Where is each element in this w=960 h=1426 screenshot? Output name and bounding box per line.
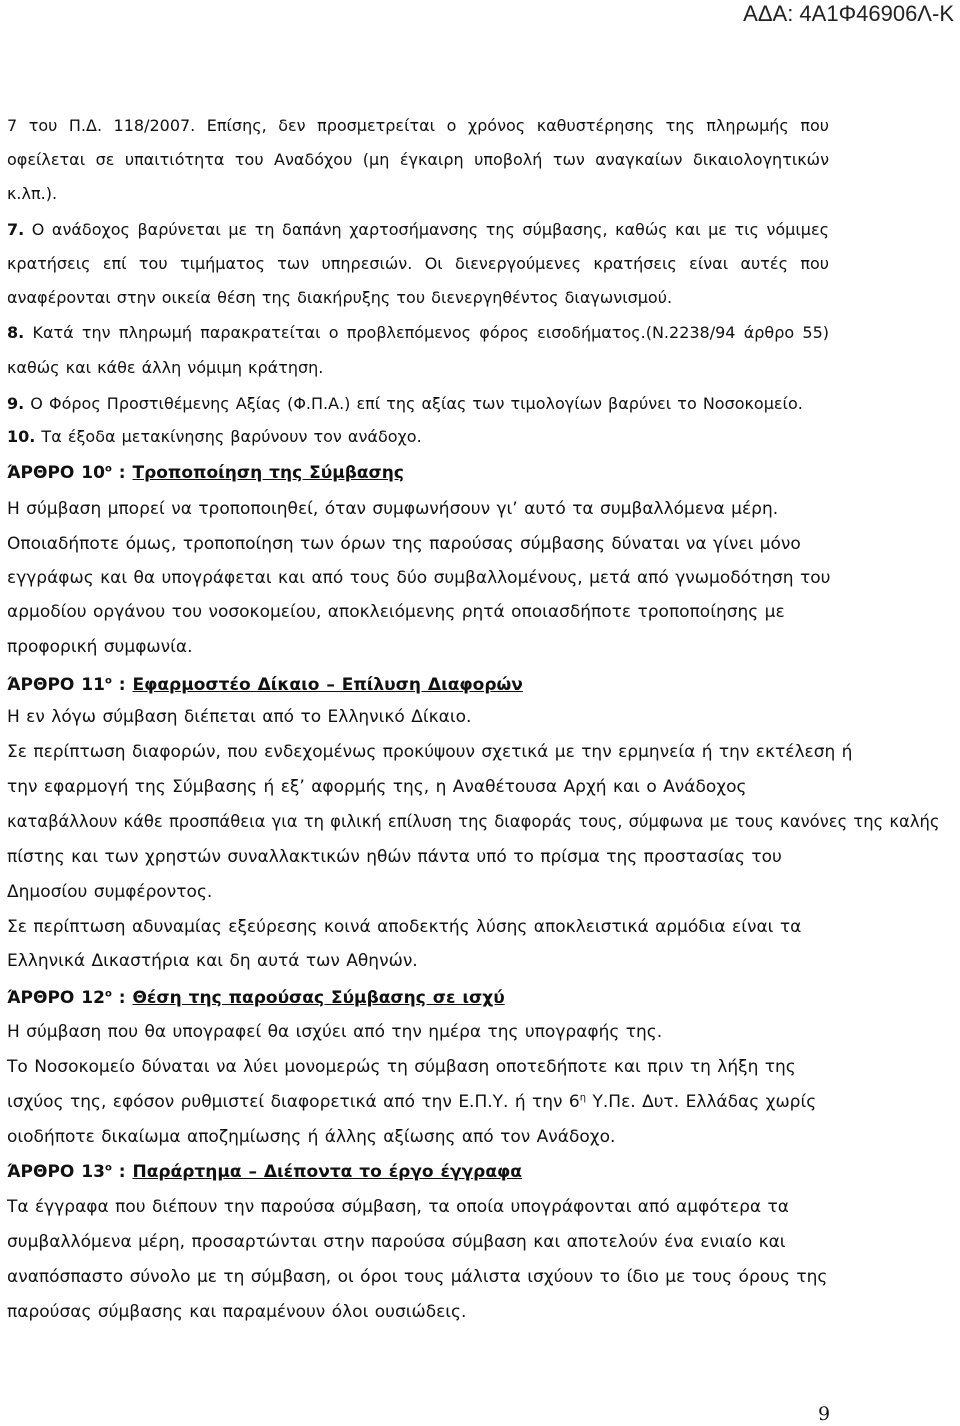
body-line: Δημοσίου συμφέροντος.	[7, 882, 213, 902]
page-number: 9	[818, 1403, 831, 1425]
body-line: Σε περίπτωση διαφορών, που ενδεχομένως προκύψουν σχετικά με την ερμηνεία ή την εκτέλεση ή	[7, 742, 853, 762]
clause-9: 9. Ο Φόρος Προστιθέμενης Αξίας (Φ.Π.Α.) επί της αξίας των τιμολογίων βαρύνει το Νοσοκομείο.	[7, 394, 803, 413]
body-line: αρμοδίου οργάνου του νοσοκομείου, αποκλειόμενης ρητά οποιασδήποτε τροποποίησης με	[7, 602, 785, 622]
body-line: Η εν λόγω σύμβαση διέπεται από το Ελληνικό Δίκαιο.	[7, 707, 472, 727]
clause-number: 8.	[7, 323, 25, 342]
body-line: πίστης και των χρηστών συναλλακτικών ηθών πάντα υπό το πρίσμα της προστασίας του	[7, 847, 782, 867]
body-line: Το Νοσοκομείο δύναται να λύει μονομερώς τη σύμβαση οποτεδήποτε και πριν τη λήξη της	[7, 1057, 796, 1077]
clause-8-line-1: 8. Κατά την πληρωμή παρακρατείται ο προβλεπόμενος φόρος εισοδήματος.(Ν.2238/94 άρθρο 55)	[7, 323, 829, 342]
clause-number: 9.	[7, 394, 25, 413]
body-line: παρούσας σύμβασης και παραμένουν όλοι ουσιώδεις.	[7, 1302, 467, 1322]
article-title: Παράρτημα – Διέποντα το έργο έγγραφα	[132, 1162, 522, 1182]
body-line: προφορική συμφωνία.	[7, 637, 193, 657]
body-line: καταβάλλουν κάθε προσπάθεια για τη φιλική επίλυση της διαφοράς τους, σύμφωνα με τους κανόνες της καλής	[7, 812, 940, 832]
body-line: οφείλεται σε υπαιτιότητα του Αναδόχου (μη έγκαιρη υποβολή των αναγκαίων δικαιολογητικών	[7, 150, 829, 169]
body-line: Τα έγγραφα που διέπουν την παρούσα σύμβαση, τα οποία υπογράφονται από αμφότερα τα	[7, 1197, 789, 1217]
body-line: κ.λπ.).	[7, 184, 58, 203]
body-line: κρατήσεις επί του τιμήματος των υπηρεσιών. Οι διενεργούμενες κρατήσεις είναι αυτές που	[7, 254, 829, 273]
clause-number: 10.	[7, 427, 36, 446]
body-line: την εφαρμογή της Σύμβασης ή εξ’ αφορμής της, η Αναθέτουσα Αρχή και ο Ανάδοχος	[7, 777, 747, 797]
article-10-heading: ΆΡΘΡΟ $10^o$ : Τροποποίηση της Σύμβασης	[7, 463, 404, 483]
clause-7-line-1: 7. Ο ανάδοχος βαρύνεται με τη δαπάνη χαρτοσήμανσης της σύμβασης, καθώς και με τις νόμιμες	[7, 220, 829, 239]
body-line: εγγράφως και θα υπογράφεται και από τους δύο συμβαλλομένους, μετά από γνωμοδότηση του	[7, 568, 831, 588]
body-line: Οποιαδήποτε όμως, τροποποίηση των όρων της παρούσας σύμβασης δύναται να γίνει μόνο	[7, 534, 801, 554]
body-line: οιοδήποτε δικαίωμα αποζημίωσης ή άλλης αξίωσης από τον Ανάδοχο.	[7, 1127, 616, 1147]
body-line: Σε περίπτωση αδυναμίας εξεύρεσης κοινά αποδεκτής λύσης αποκλειστικά αρμόδια είναι τα	[7, 917, 802, 937]
body-line: αναφέρονται στην οικεία θέση της διακήρυξης του διενεργηθέντος διαγωνισμού.	[7, 288, 673, 307]
article-13-heading: ΆΡΘΡΟ $13^o$ : Παράρτημα – Διέποντα το έργο έγγραφα	[7, 1162, 522, 1182]
body-line: συμβαλλόμενα μέρη, προσαρτώνται στην παρούσα σύμβαση και αποτελούν ένα ενιαίο και	[7, 1232, 786, 1252]
article-11-heading: ΆΡΘΡΟ $11^o$ : Εφαρμοστέο Δίκαιο – Επίλυση Διαφορών	[7, 675, 523, 695]
body-line: Η σύμβαση που θα υπογραφεί θα ισχύει από την ημέρα της υπογραφής της.	[7, 1022, 663, 1042]
article-title: Θέση της παρούσας Σύμβασης σε ισχύ	[132, 988, 505, 1008]
body-line: αναπόσπαστο σύνολο με τη σύμβαση, οι όροι τους μάλιστα ισχύουν το ίδιο με τους όρους της	[7, 1267, 828, 1287]
body-line: ισχύος της, εφόσον ρυθμιστεί διαφορετικά από την Ε.Π.Υ. ή την $6^\eta$ Υ.Πε. Δυτ. Ελλάδας χωρίς	[7, 1092, 817, 1112]
clause-10: 10. Τα έξοδα μετακίνησης βαρύνουν τον ανάδοχο.	[7, 427, 422, 446]
body-line: 7 του Π.Δ. 118/2007. Επίσης, δεν προσμετρείται ο χρόνος καθυστέρησης της πληρωμής που	[7, 116, 829, 135]
body-line: Η σύμβαση μπορεί να τροποποιηθεί, όταν συμφωνήσουν γι’ αυτό τα συμβαλλόμενα μέρη.	[7, 499, 779, 519]
clause-number: 7.	[7, 220, 25, 239]
body-line: καθώς και κάθε άλλη νόμιμη κράτηση.	[7, 358, 324, 377]
body-line: Ελληνικά Δικαστήρια και δη αυτά των Αθηνών.	[7, 951, 418, 971]
ada-header: ΑΔΑ: 4Α1Φ46906Λ-Κ	[743, 1, 954, 26]
article-title: Τροποποίηση της Σύμβασης	[132, 463, 404, 483]
article-12-heading: ΆΡΘΡΟ $12^o$ : Θέση της παρούσας Σύμβασης σε ισχύ	[7, 988, 505, 1008]
article-title: Εφαρμοστέο Δίκαιο – Επίλυση Διαφορών	[132, 675, 523, 695]
